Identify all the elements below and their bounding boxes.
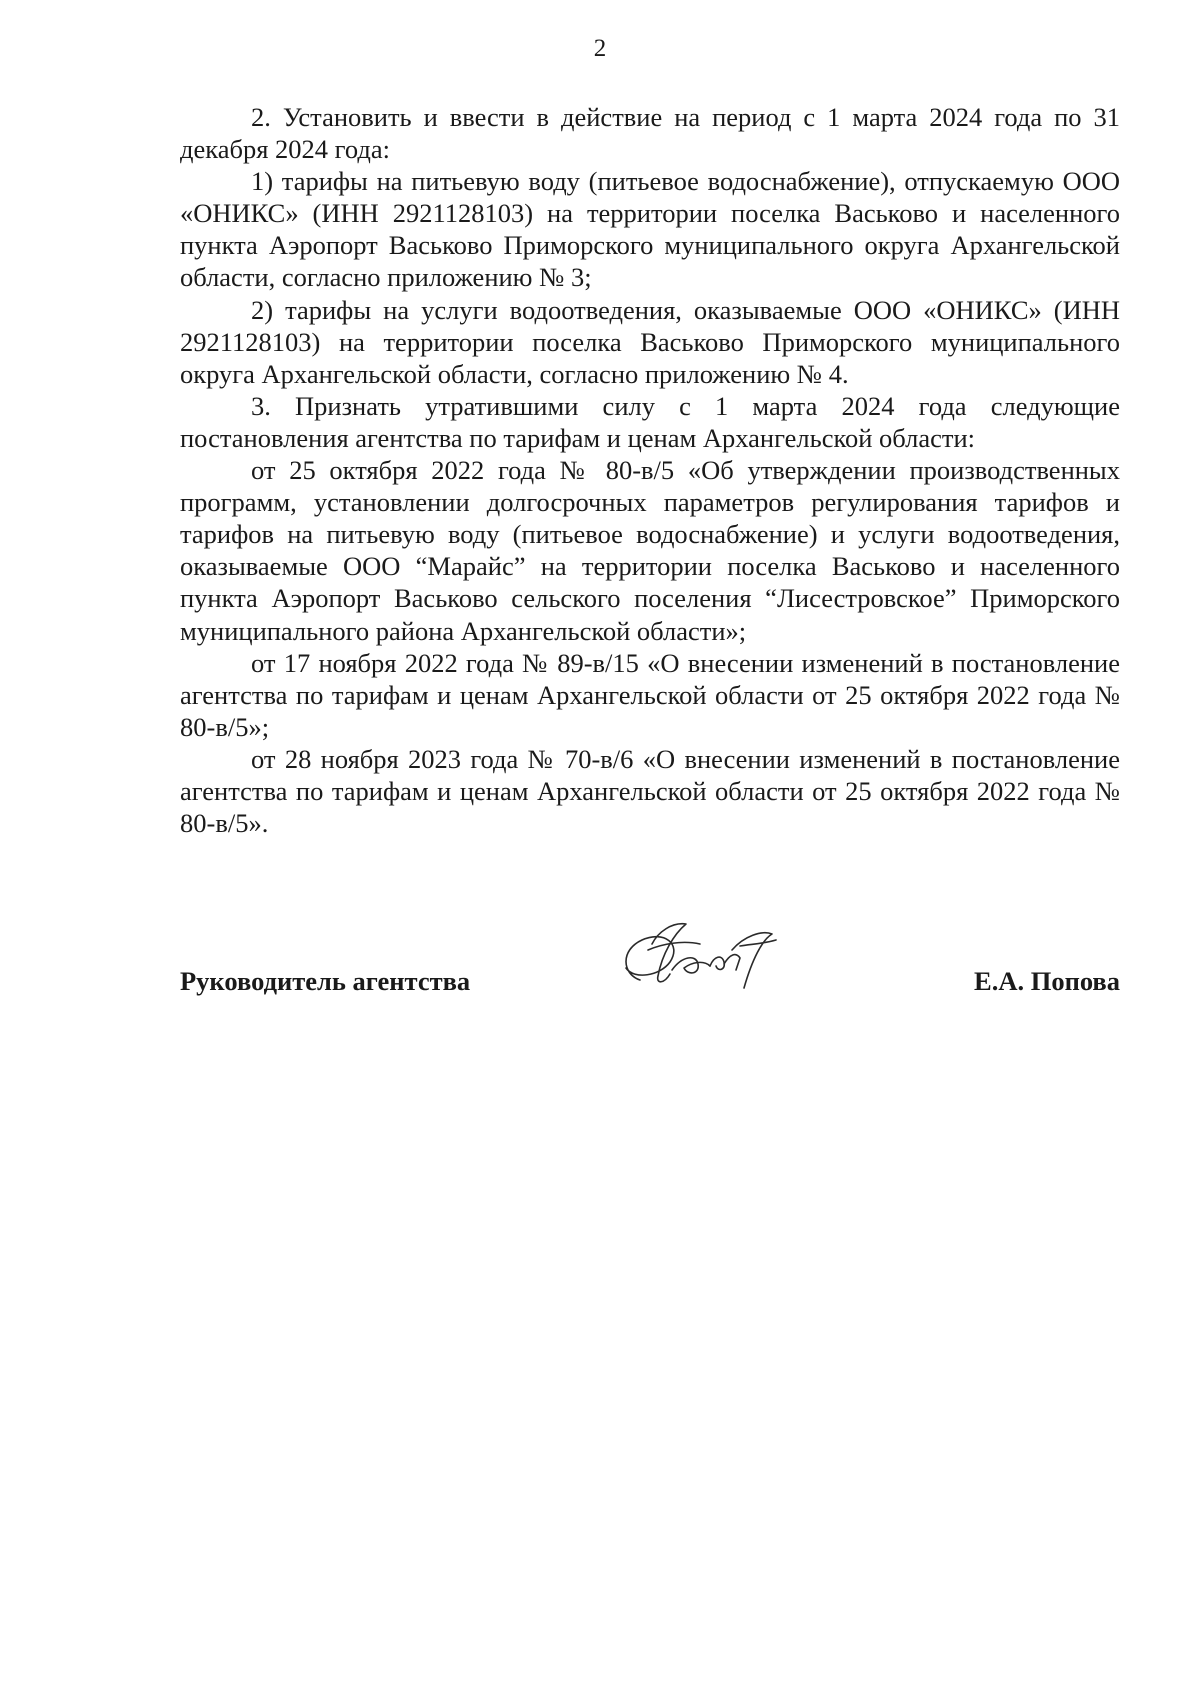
signature-block — [180, 966, 1120, 1006]
paragraph-item-2: 2. Установить и ввести в действие на период с 1 марта 2024 года по 31 декабря 2024 года: — [180, 102, 1120, 165]
paragraph-subitem-1: 1) тарифы на питьевую воду (питьевое водоснабжение), отпускаемую ООО «ОНИКС» (ИНН 2921128103) на территории поселка Васьково и населенного пункта Аэропорт Васьково Приморского муниципального округа Архангельской области, согласно приложению № 3; — [180, 166, 1120, 293]
signer-position: Руководитель агентства — [180, 966, 471, 996]
paragraph-item-3: 3. Признать утратившими силу с 1 марта 2024 года следующие постановления агентства по тарифам и ценам Архангельской области: — [180, 390, 1120, 453]
signer-name: Е.А. Попова — [974, 966, 1120, 996]
page-number: 2 — [593, 35, 607, 62]
repealed-resolution-2: от 17 ноября 2022 года № 89-в/15 «О внесении изменений в постановление агентства по тарифам и ценам Архангельской области от 25 октября 2022 года № 80-в/5»; — [180, 647, 1120, 742]
repealed-resolution-3: от 28 ноября 2023 года № 70-в/6 «О внесении изменений в постановление агентства по тарифам и ценам Архангельской области от 25 октября 2022 года № 80-в/5». — [180, 743, 1120, 839]
repealed-resolution-1: от 25 октября 2022 года № 80-в/5 «Об утверждении производственных программ, установлении долгосрочных параметров регулирования тарифов и тарифов на питьевую воду (питьевое водоснабжение) и услуги водоотведения, оказываемые ООО “Марайс” на территории поселка Васьково и населенного пункта Аэропорт Васьково сельского поселения “Лисестровское” Приморского муниципального района Архангельской области»; — [180, 455, 1120, 646]
document-body — [180, 101, 1120, 839]
paragraph-subitem-2: 2) тарифы на услуги водоотведения, оказываемые ООО «ОНИКС» (ИНН 2921128103) на территории поселка Васьково Приморского муниципального округа Архангельской области, согласно приложению № 4. — [180, 294, 1120, 389]
